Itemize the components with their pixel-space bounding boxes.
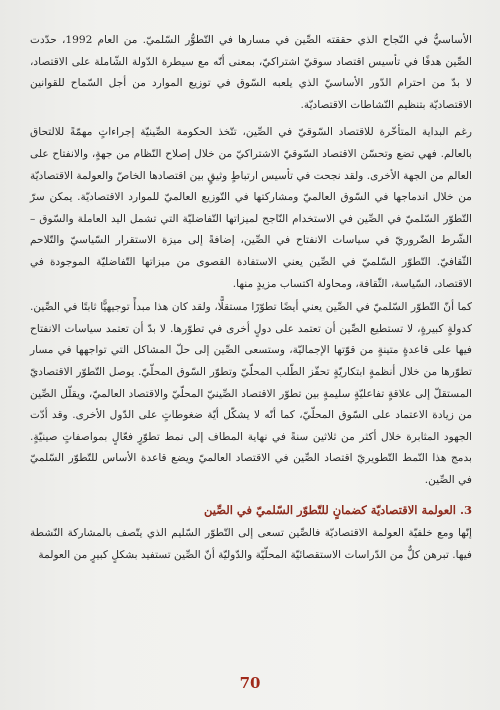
body-text: [30, 30, 472, 567]
paragraph: الأساسيُّ في النّجاح الذي حققته الصِّين في مسارها في التّطوُّر السّلميّ. من العام 1992، حدّدت الصِّين هدفًا في تأسيس اقتصاد سوقيّ اشتراكيّ، بمعنى أنّه مع سيطرة الدّولة الشّاملة على الاقتصاد، لا بدّ من احترام الدّور الأساسيّ الذي يلعبه السّوق في توزيع الموارد من أجل السّماح للقوانين الاقتصاديّة بتنظيم النّشاطات الاقتصاديّة.: [30, 34, 472, 111]
section-paragraph: إنّها ومع خلفيّة العولمة الاقتصاديّة فالصِّين تسعى إلى التّطوّر السّليم الذي يتّصف بالمشاركة النّشطة فيها. تبرهن كلٌّ من الدّراسات الاستقصائيّة المحلّيّة والدّوليّة أنّ الصِّين تستفيد بشكلٍ كبيرٍ من العولمة: [30, 527, 472, 562]
page-number: 70: [239, 674, 261, 692]
paragraph: كما أنّ التّطوّر السّلميّ في الصِّين يعني أيضًا تطوّرًا مستقلًّا، ولقد كان هذا مبدأً توجيهيًّا ثابتًا في الصِّين. كدولةٍ كبيرةٍ، لا تستطيع الصِّين أن تعتمد على دولٍ أخرى في تطوّرها. لا بدّ أن تعتمد سياسات الانفتاح فيها على قاعدةٍ متينةٍ من قوّتها الإجماليّة، وستسعى الصِّين إلى حلّ المشاكل التي تواجهها في مسار تطوّرها من خلال أنظمةٍ ابتكاريّةٍ تحفّز الطّلب المحلّيّ وتطوّر السّوق المحلّيّ. يوصل التّطوّر الاقتصاديّ المستقلّ إلى علاقةٍ تفاعليّةٍ سليمةٍ بين تطوّر الاقتصاد الصِّينيّ المحلّيّ والاقتصاد العالميّ، ويقلّل الصِّين من زيادة الاعتماد على السّوق المحلّيّ، كما أنّه لا يشكّل أيّة ضغوطاتٍ على الدّول الأخرى. وقد أدّت الجهود المثابرة خلال أكثر من ثلاثين سنةً في نهاية المطاف إلى نمط تطوّرٍ فعّالٍ بمواصفاتٍ صينيّةٍ. بدمج هذا النّمط التّطويريّ اقتصاد الصِّين في الاقتصاد العالميّ ويضع قاعدة الأساس للتّطوّر السّلميّ في الصِّين.: [30, 301, 472, 486]
paragraph: رغم البداية المتأخّرة للاقتصاد السّوقيّ في الصِّين، تتّخذ الحكومة الصِّينيّة إجراءاتٍ مهمّةً للالتحاق بالعالم. فهي تضع وتحسّن الاقتصاد السّوقيّ الاشتراكيّ من خلال إصلاح النّظام من جهةٍ، والانفتاح على العالم من الجهة الأخرى. ولقد نجحت في تأسيس ارتباطٍ وثيقٍ بين اقتصادها الخاصّ والعولمة الاقتصاديّة من خلال اندماجها في السّوق العالميّ ومشاركتها في التّوزيع العالميّ للموارد الاقتصاديّة. يمكن سرّ التّطوّر السّلميّ في الصِّين في الاستخدام النّاجح لميزاتها التّفاضليّة التي تشمل اليد العاملة والسّوق – الشّرط الضّروريّ في سياسات الانفتاح في الصِّين، إضافةً إلى ميزة الاستقرار السّياسيّ والتّلاحم الثّقافيّ. التّطوّر السّلميّ في الصِّين يعني الاستفادة القصوى من ميزاتها التّفاضليّة الموجودة في الاقتصاد، السّياسة، الثّقافة، ومحاولة اكتساب مزيدٍ منها.: [30, 126, 472, 290]
section-heading: 3. العولمة الاقتصاديّة كضمانٍ للتّطوّر السّلميّ في الصِّين: [204, 503, 472, 518]
